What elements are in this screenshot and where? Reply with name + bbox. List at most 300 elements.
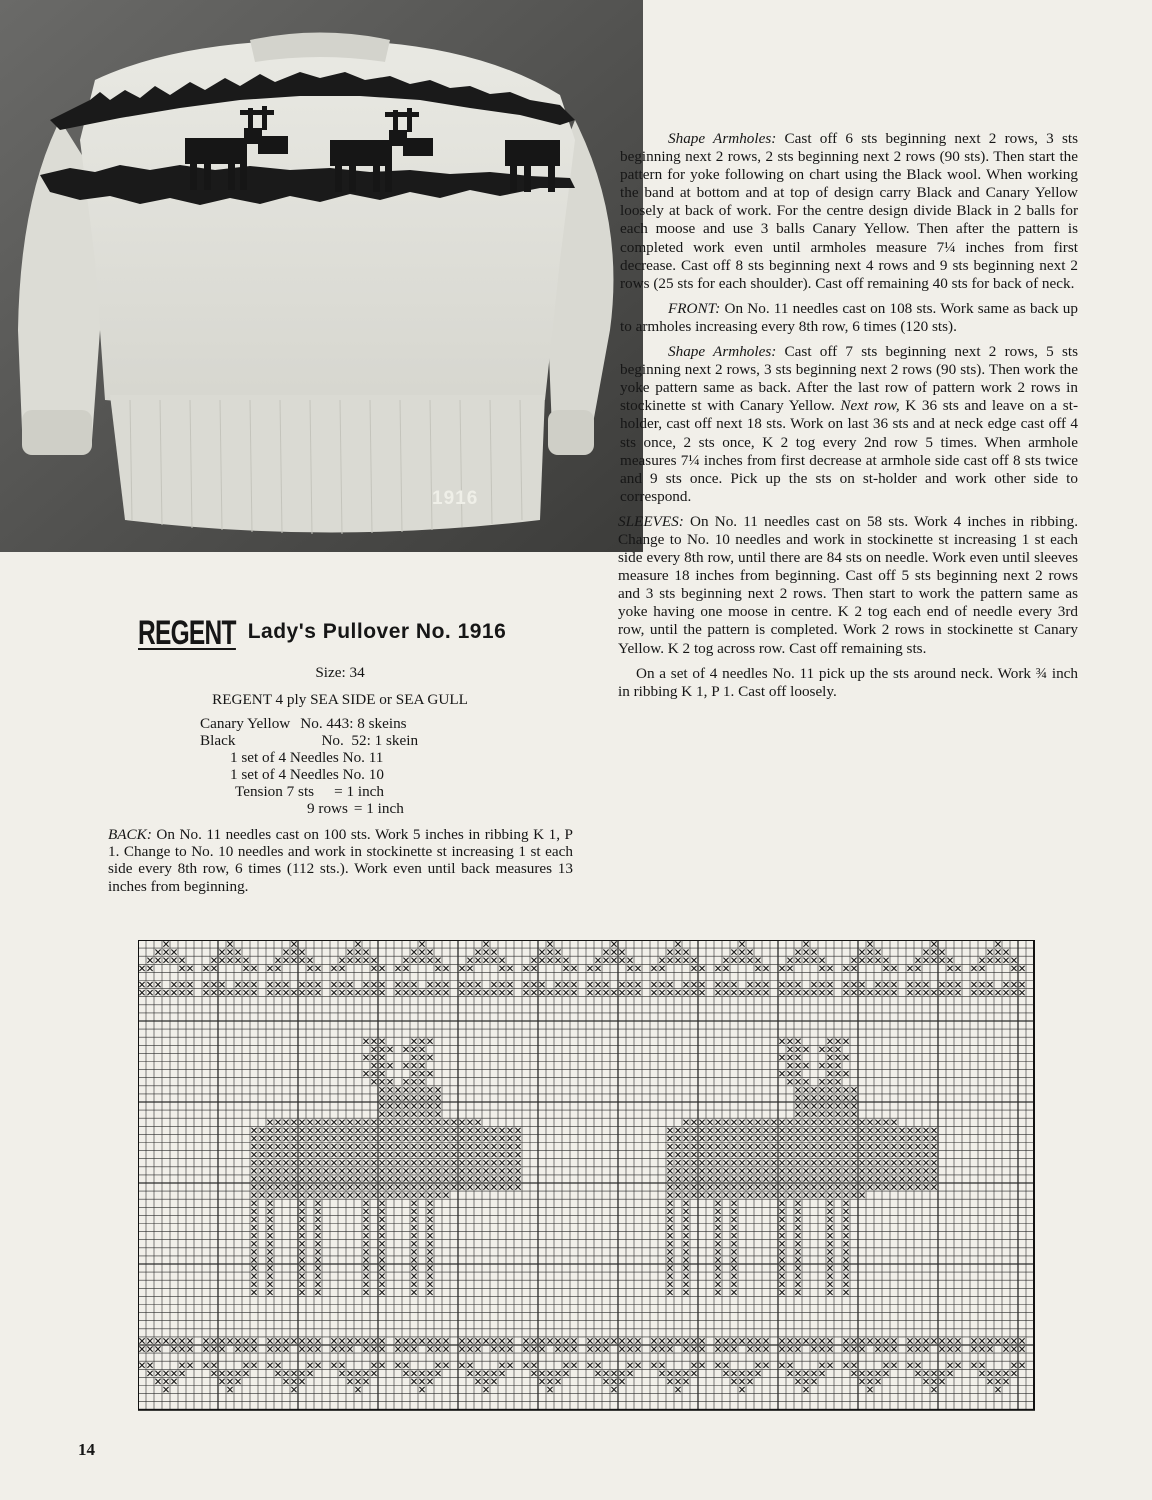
chart-stitch-mark xyxy=(595,1371,600,1376)
chart-stitch-mark xyxy=(379,982,384,987)
chart-stitch-mark xyxy=(811,1338,816,1343)
chart-stitch-mark xyxy=(595,1338,600,1343)
chart-stitch-mark xyxy=(787,1168,792,1173)
chart-stitch-mark xyxy=(859,990,864,995)
chart-stitch-mark xyxy=(155,1371,160,1376)
chart-stitch-mark xyxy=(803,1387,808,1392)
chart-stitch-mark xyxy=(347,1136,352,1141)
chart-stitch-mark xyxy=(795,1095,800,1100)
chart-stitch-mark xyxy=(667,1225,672,1230)
chart-stitch-mark xyxy=(443,1346,448,1351)
chart-stitch-mark xyxy=(843,1071,848,1076)
chart-stitch-mark xyxy=(867,1152,872,1157)
chart-stitch-mark xyxy=(835,1087,840,1092)
chart-stitch-mark xyxy=(907,982,912,987)
chart-stitch-mark xyxy=(395,1338,400,1343)
chart-stitch-mark xyxy=(211,1338,216,1343)
chart-stitch-mark xyxy=(851,958,856,963)
chart-stitch-mark xyxy=(339,1193,344,1198)
chart-stitch-mark xyxy=(379,1257,384,1262)
chart-stitch-mark xyxy=(611,958,616,963)
chart-stitch-mark xyxy=(803,1338,808,1343)
chart-stitch-mark xyxy=(299,1144,304,1149)
chart-stitch-mark xyxy=(515,1176,520,1181)
chart-stitch-mark xyxy=(931,1128,936,1133)
chart-stitch-mark xyxy=(779,1233,784,1238)
chart-stitch-mark xyxy=(803,958,808,963)
chart-stitch-mark xyxy=(443,1363,448,1368)
chart-stitch-mark xyxy=(299,982,304,987)
chart-stitch-mark xyxy=(931,1387,936,1392)
chart-stitch-mark xyxy=(667,1160,672,1165)
chart-stitch-mark xyxy=(299,1241,304,1246)
chart-stitch-mark xyxy=(715,1257,720,1262)
chart-stitch-mark xyxy=(427,1120,432,1125)
chart-stitch-mark xyxy=(467,1152,472,1157)
chart-stitch-mark xyxy=(731,1371,736,1376)
chart-stitch-mark xyxy=(427,1201,432,1206)
chart-stitch-mark xyxy=(859,1144,864,1149)
chart-stitch-mark xyxy=(411,1176,416,1181)
chart-stitch-mark xyxy=(379,1168,384,1173)
chart-stitch-mark xyxy=(803,1193,808,1198)
chart-stitch-mark xyxy=(267,1241,272,1246)
chart-stitch-mark xyxy=(147,1346,152,1351)
chart-stitch-mark xyxy=(859,1371,864,1376)
chart-stitch-mark xyxy=(251,1128,256,1133)
chart-stitch-mark xyxy=(163,1338,168,1343)
chart-stitch-mark xyxy=(667,982,672,987)
chart-stitch-mark xyxy=(371,1039,376,1044)
chart-stitch-mark xyxy=(323,1128,328,1133)
chart-stitch-mark xyxy=(259,1152,264,1157)
chart-stitch-mark xyxy=(707,1184,712,1189)
chart-stitch-mark xyxy=(395,1103,400,1108)
chart-stitch-mark xyxy=(971,966,976,971)
chart-stitch-mark xyxy=(459,1184,464,1189)
chart-stitch-mark xyxy=(299,1168,304,1173)
chart-stitch-mark xyxy=(275,1144,280,1149)
chart-stitch-mark xyxy=(691,1144,696,1149)
chart-stitch-mark xyxy=(307,990,312,995)
chart-stitch-mark xyxy=(355,1176,360,1181)
chart-stitch-mark xyxy=(819,958,824,963)
chart-stitch-mark xyxy=(739,950,744,955)
chart-stitch-mark xyxy=(387,1144,392,1149)
chart-stitch-mark xyxy=(811,1095,816,1100)
chart-stitch-mark xyxy=(715,1136,720,1141)
chart-stitch-mark xyxy=(747,1193,752,1198)
chart-stitch-mark xyxy=(907,1152,912,1157)
chart-stitch-mark xyxy=(811,1193,816,1198)
chart-stitch-mark xyxy=(427,1290,432,1295)
chart-stitch-mark xyxy=(731,1201,736,1206)
chart-stitch-mark xyxy=(867,1144,872,1149)
chart-stitch-mark xyxy=(587,1363,592,1368)
chart-stitch-mark xyxy=(147,1338,152,1343)
chart-stitch-mark xyxy=(531,958,536,963)
chart-stitch-mark xyxy=(763,1346,768,1351)
chart-stitch-mark xyxy=(251,1241,256,1246)
chart-stitch-mark xyxy=(299,1152,304,1157)
chart-stitch-mark xyxy=(299,1120,304,1125)
chart-stitch-mark xyxy=(787,1193,792,1198)
chart-stitch-mark xyxy=(363,1152,368,1157)
chart-stitch-mark xyxy=(699,1363,704,1368)
chart-stitch-mark xyxy=(411,1120,416,1125)
chart-stitch-mark xyxy=(595,1363,600,1368)
chart-stitch-mark xyxy=(691,1176,696,1181)
chart-stitch-mark xyxy=(299,1233,304,1238)
chart-stitch-mark xyxy=(811,1136,816,1141)
chart-stitch-mark xyxy=(915,1160,920,1165)
chart-stitch-mark xyxy=(675,1379,680,1384)
chart-stitch-mark xyxy=(435,1095,440,1100)
chart-stitch-mark xyxy=(251,1249,256,1254)
chart-stitch-mark xyxy=(419,1379,424,1384)
chart-stitch-mark xyxy=(851,1168,856,1173)
chart-stitch-mark xyxy=(427,1184,432,1189)
chart-stitch-mark xyxy=(563,982,568,987)
chart-stitch-mark xyxy=(339,1160,344,1165)
chart-stitch-mark xyxy=(899,1136,904,1141)
chart-stitch-mark xyxy=(859,1184,864,1189)
chart-stitch-mark xyxy=(547,1379,552,1384)
chart-stitch-mark xyxy=(755,1193,760,1198)
chart-stitch-mark xyxy=(275,1136,280,1141)
chart-stitch-mark xyxy=(171,1338,176,1343)
chart-stitch-mark xyxy=(339,1120,344,1125)
chart-stitch-mark xyxy=(587,990,592,995)
chart-stitch-mark xyxy=(379,1282,384,1287)
chart-stitch-mark xyxy=(387,1112,392,1117)
chart-stitch-mark xyxy=(843,1103,848,1108)
chart-stitch-mark xyxy=(851,1176,856,1181)
chart-stitch-mark xyxy=(691,1346,696,1351)
chart-stitch-mark xyxy=(779,1055,784,1060)
chart-stitch-mark xyxy=(275,1152,280,1157)
chart-stitch-mark xyxy=(811,1128,816,1133)
chart-stitch-mark xyxy=(315,1282,320,1287)
chart-stitch-mark xyxy=(355,1379,360,1384)
chart-stitch-mark xyxy=(243,1346,248,1351)
chart-stitch-mark xyxy=(819,1346,824,1351)
chart-stitch-mark xyxy=(859,1128,864,1133)
chart-stitch-mark xyxy=(675,1176,680,1181)
chart-stitch-mark xyxy=(155,1338,160,1343)
chart-stitch-mark xyxy=(779,1168,784,1173)
chart-stitch-mark xyxy=(755,990,760,995)
chart-stitch-mark xyxy=(275,1168,280,1173)
chart-stitch-mark xyxy=(819,1193,824,1198)
chart-stitch-mark xyxy=(435,1176,440,1181)
chart-stitch-mark xyxy=(363,1201,368,1206)
chart-stitch-mark xyxy=(947,958,952,963)
chart-stitch-mark xyxy=(443,1136,448,1141)
chart-stitch-mark xyxy=(803,1371,808,1376)
chart-stitch-mark xyxy=(315,1209,320,1214)
chart-stitch-mark xyxy=(619,950,624,955)
chart-stitch-mark xyxy=(851,982,856,987)
chart-stitch-mark xyxy=(267,1201,272,1206)
chart-stitch-mark xyxy=(339,1144,344,1149)
chart-stitch-mark xyxy=(571,1338,576,1343)
chart-stitch-mark xyxy=(235,1346,240,1351)
chart-stitch-mark xyxy=(323,1136,328,1141)
chart-stitch-mark xyxy=(755,1136,760,1141)
chart-stitch-mark xyxy=(427,990,432,995)
chart-stitch-mark xyxy=(147,1371,152,1376)
chart-stitch-mark xyxy=(819,1120,824,1125)
chart-stitch-mark xyxy=(779,1265,784,1270)
chart-stitch-mark xyxy=(355,958,360,963)
chart-stitch-mark xyxy=(363,1120,368,1125)
chart-stitch-mark xyxy=(467,1120,472,1125)
chart-stitch-mark xyxy=(563,958,568,963)
chart-stitch-mark xyxy=(235,958,240,963)
chart-stitch-mark xyxy=(691,1120,696,1125)
chart-stitch-mark xyxy=(419,1047,424,1052)
chart-stitch-mark xyxy=(371,1184,376,1189)
chart-stitch-mark xyxy=(427,1168,432,1173)
chart-stitch-mark xyxy=(163,1387,168,1392)
chart-stitch-mark xyxy=(715,1265,720,1270)
chart-stitch-mark xyxy=(371,990,376,995)
chart-stitch-mark xyxy=(315,1201,320,1206)
chart-stitch-mark xyxy=(547,1387,552,1392)
chart-stitch-mark xyxy=(923,1379,928,1384)
chart-stitch-mark xyxy=(515,1160,520,1165)
chart-stitch-mark xyxy=(715,1249,720,1254)
chart-stitch-mark xyxy=(283,1346,288,1351)
chart-stitch-mark xyxy=(731,1241,736,1246)
chart-stitch-mark xyxy=(795,1209,800,1214)
chart-stitch-mark xyxy=(395,1363,400,1368)
chart-stitch-mark xyxy=(315,990,320,995)
chart-stitch-mark xyxy=(403,1103,408,1108)
chart-stitch-mark xyxy=(275,958,280,963)
chart-stitch-mark xyxy=(435,1128,440,1133)
chart-stitch-mark xyxy=(763,1160,768,1165)
chart-stitch-mark xyxy=(291,990,296,995)
chart-stitch-mark xyxy=(435,1338,440,1343)
chart-stitch-mark xyxy=(411,950,416,955)
chart-stitch-mark xyxy=(291,1193,296,1198)
chart-stitch-mark xyxy=(683,1184,688,1189)
chart-stitch-mark xyxy=(475,982,480,987)
chart-stitch-mark xyxy=(411,1201,416,1206)
material-row xyxy=(200,733,500,750)
chart-stitch-mark xyxy=(875,1152,880,1157)
chart-stitch-mark xyxy=(867,958,872,963)
chart-stitch-mark xyxy=(723,1176,728,1181)
chart-stitch-mark xyxy=(787,990,792,995)
chart-stitch-mark xyxy=(379,1095,384,1100)
chart-stitch-mark xyxy=(331,1338,336,1343)
chart-stitch-mark xyxy=(635,1363,640,1368)
chart-stitch-mark xyxy=(835,1063,840,1068)
chart-stitch-mark xyxy=(779,1160,784,1165)
chart-stitch-mark xyxy=(483,1338,488,1343)
chart-stitch-mark xyxy=(987,1338,992,1343)
chart-stitch-mark xyxy=(795,1160,800,1165)
chart-stitch-mark xyxy=(843,1363,848,1368)
chart-stitch-mark xyxy=(251,1274,256,1279)
chart-stitch-mark xyxy=(699,982,704,987)
chart-stitch-mark xyxy=(411,1136,416,1141)
chart-stitch-mark xyxy=(379,1217,384,1222)
chart-stitch-mark xyxy=(787,1176,792,1181)
chart-stitch-mark xyxy=(299,1379,304,1384)
chart-stitch-mark xyxy=(491,1371,496,1376)
chart-stitch-mark xyxy=(795,1282,800,1287)
chart-stitch-mark xyxy=(843,1120,848,1125)
chart-stitch-mark xyxy=(899,1144,904,1149)
chart-stitch-mark xyxy=(355,1120,360,1125)
chart-stitch-mark xyxy=(747,1176,752,1181)
chart-stitch-mark xyxy=(995,1371,1000,1376)
chart-stitch-mark xyxy=(731,1265,736,1270)
chart-stitch-mark xyxy=(267,1209,272,1214)
chart-stitch-mark xyxy=(827,1346,832,1351)
chart-stitch-mark xyxy=(299,1209,304,1214)
chart-stitch-mark xyxy=(795,1152,800,1157)
chart-stitch-mark xyxy=(179,1338,184,1343)
chart-stitch-mark xyxy=(667,1152,672,1157)
chart-stitch-mark xyxy=(627,1371,632,1376)
chart-stitch-mark xyxy=(867,1338,872,1343)
chart-stitch-mark xyxy=(523,982,528,987)
chart-stitch-mark xyxy=(883,1120,888,1125)
chart-stitch-mark xyxy=(347,950,352,955)
chart-stitch-mark xyxy=(467,1176,472,1181)
chart-stitch-mark xyxy=(507,1144,512,1149)
chart-stitch-mark xyxy=(851,1338,856,1343)
chart-stitch-mark xyxy=(883,1128,888,1133)
chart-stitch-mark xyxy=(491,1379,496,1384)
chart-stitch-mark xyxy=(355,1371,360,1376)
chart-stitch-mark xyxy=(315,1225,320,1230)
chart-stitch-mark xyxy=(243,958,248,963)
chart-stitch-mark xyxy=(755,1168,760,1173)
chart-stitch-mark xyxy=(419,1160,424,1165)
chart-stitch-mark xyxy=(939,990,944,995)
chart-stitch-mark xyxy=(315,1136,320,1141)
chart-stitch-mark xyxy=(203,982,208,987)
chart-stitch-mark xyxy=(363,1346,368,1351)
chart-stitch-mark xyxy=(979,1371,984,1376)
chart-stitch-mark xyxy=(731,1257,736,1262)
chart-stitch-mark xyxy=(403,1152,408,1157)
chart-stitch-mark xyxy=(875,1120,880,1125)
chart-stitch-mark xyxy=(411,1071,416,1076)
chart-stitch-mark xyxy=(419,958,424,963)
chart-stitch-mark xyxy=(675,1128,680,1133)
chart-stitch-mark xyxy=(795,1274,800,1279)
chart-stitch-mark xyxy=(787,1152,792,1157)
chart-stitch-mark xyxy=(267,1176,272,1181)
chart-stitch-mark xyxy=(723,1184,728,1189)
chart-stitch-mark xyxy=(883,990,888,995)
chart-stitch-mark xyxy=(979,958,984,963)
chart-stitch-mark xyxy=(395,1193,400,1198)
chart-stitch-mark xyxy=(283,1152,288,1157)
chart-stitch-mark xyxy=(603,982,608,987)
chart-stitch-mark xyxy=(779,1274,784,1279)
chart-stitch-mark xyxy=(371,1193,376,1198)
chart-stitch-mark xyxy=(267,1265,272,1270)
chart-stitch-mark xyxy=(747,1144,752,1149)
chart-stitch-mark xyxy=(331,1363,336,1368)
chart-stitch-mark xyxy=(363,1241,368,1246)
chart-stitch-mark xyxy=(723,1160,728,1165)
chart-stitch-mark xyxy=(883,1136,888,1141)
chart-stitch-mark xyxy=(291,1176,296,1181)
chart-stitch-mark xyxy=(203,1338,208,1343)
material-name: Canary Yellow xyxy=(200,715,291,732)
chart-stitch-mark xyxy=(427,1209,432,1214)
chart-stitch-mark xyxy=(539,1371,544,1376)
chart-stitch-mark xyxy=(387,1095,392,1100)
chart-stitch-mark xyxy=(315,1217,320,1222)
chart-stitch-mark xyxy=(387,1128,392,1133)
chart-stitch-mark xyxy=(507,1136,512,1141)
chart-stitch-mark xyxy=(731,950,736,955)
chart-stitch-mark xyxy=(675,1193,680,1198)
chart-stitch-mark xyxy=(371,1063,376,1068)
chart-stitch-mark xyxy=(787,1071,792,1076)
chart-stitch-mark xyxy=(347,1346,352,1351)
chart-stitch-mark xyxy=(843,1209,848,1214)
chart-stitch-mark xyxy=(731,1160,736,1165)
chart-stitch-mark xyxy=(347,1128,352,1133)
chart-stitch-mark xyxy=(403,1144,408,1149)
chart-stitch-mark xyxy=(467,990,472,995)
chart-stitch-mark xyxy=(803,1168,808,1173)
chart-stitch-mark xyxy=(891,1176,896,1181)
chart-stitch-mark xyxy=(851,1193,856,1198)
chart-stitch-mark xyxy=(795,1257,800,1262)
chart-stitch-mark xyxy=(323,1168,328,1173)
chart-stitch-mark xyxy=(251,1152,256,1157)
chart-stitch-mark xyxy=(779,1338,784,1343)
chart-stitch-mark xyxy=(755,1184,760,1189)
chart-stitch-mark xyxy=(411,1265,416,1270)
chart-stitch-mark xyxy=(267,966,272,971)
chart-stitch-mark xyxy=(675,1338,680,1343)
chart-stitch-mark xyxy=(411,1233,416,1238)
chart-stitch-mark xyxy=(251,1225,256,1230)
chart-stitch-mark xyxy=(827,1274,832,1279)
chart-stitch-mark xyxy=(691,966,696,971)
chart-stitch-mark xyxy=(747,1128,752,1133)
chart-stitch-mark xyxy=(787,1160,792,1165)
chart-stitch-mark xyxy=(347,1160,352,1165)
chart-stitch-mark xyxy=(931,1176,936,1181)
chart-stitch-mark xyxy=(251,1363,256,1368)
chart-stitch-mark xyxy=(299,1184,304,1189)
chart-stitch-mark xyxy=(971,1346,976,1351)
chart-stitch-mark xyxy=(795,1241,800,1246)
chart-stitch-mark xyxy=(331,1120,336,1125)
chart-stitch-mark xyxy=(667,1290,672,1295)
chart-stitch-mark xyxy=(819,1176,824,1181)
chart-stitch-mark xyxy=(411,1217,416,1222)
chart-stitch-mark xyxy=(739,1128,744,1133)
chart-stitch-mark xyxy=(435,966,440,971)
chart-stitch-mark xyxy=(779,1152,784,1157)
chart-stitch-mark xyxy=(723,1193,728,1198)
